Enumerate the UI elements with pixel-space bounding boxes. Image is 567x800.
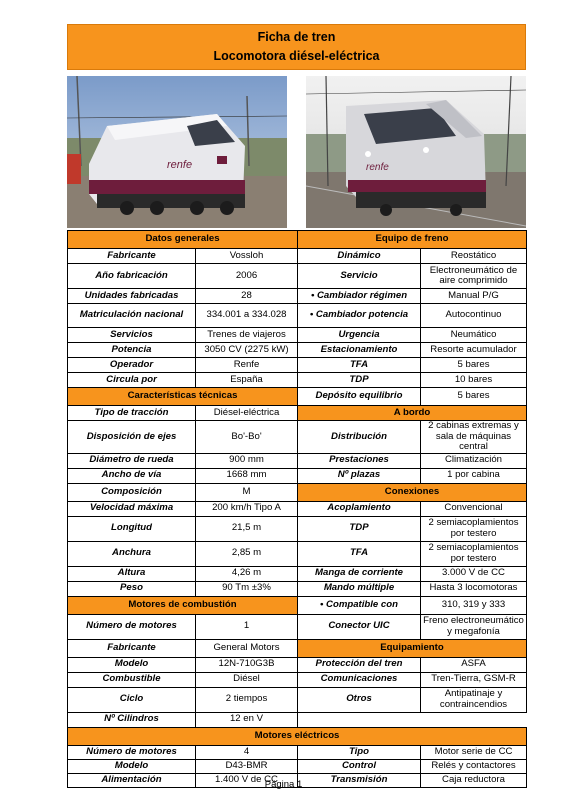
field-label: Ciclo	[68, 687, 196, 712]
field-label: TFA	[298, 358, 421, 373]
table-row	[68, 304, 527, 328]
field-label: Alimentación	[68, 773, 196, 787]
field-value: 2,85 m	[196, 541, 298, 566]
field-value: Convencional	[421, 501, 527, 516]
field-value: 1 por cabina	[421, 468, 527, 483]
field-label: Tipo de tracción	[68, 406, 196, 421]
field-label: Depósito equilibrio	[298, 388, 421, 406]
field-value: Tren-Tierra, GSM-R	[421, 672, 527, 687]
field-value: 5 bares	[421, 358, 527, 373]
field-value: Manual P/G	[421, 289, 527, 304]
field-value: Motor serie de CC	[421, 745, 527, 759]
table-row	[68, 566, 527, 581]
field-value: 2 semiacoplamientos por testero	[421, 541, 527, 566]
field-value: 21,5 m	[196, 516, 298, 541]
table-row	[68, 249, 527, 264]
table-row	[68, 727, 527, 745]
field-value: 2 semiacoplamientos por testero	[421, 516, 527, 541]
field-label: Número de motores	[68, 745, 196, 759]
field-label: Protección del tren	[298, 657, 421, 672]
field-value: Electroneumático de aire comprimido	[421, 264, 527, 289]
field-value: Resorte acumulador	[421, 343, 527, 358]
field-value: 1668 mm	[196, 468, 298, 483]
table-row	[68, 687, 527, 712]
field-label: Longitud	[68, 516, 196, 541]
field-label: Distribución	[298, 421, 421, 454]
table-row	[68, 596, 527, 614]
field-label: Tipo	[298, 745, 421, 759]
field-label: Número de motores	[68, 614, 196, 639]
field-label: Composición	[68, 483, 196, 501]
table-row	[68, 745, 527, 759]
field-label: Conector UIC	[298, 614, 421, 639]
section-header-motores-electricos: Motores eléctricos	[68, 727, 527, 745]
field-label: Velocidad máxima	[68, 501, 196, 516]
field-value: General Motors	[196, 639, 298, 657]
field-value: Freno electroneumático y megafonía	[421, 614, 527, 639]
table-row	[68, 639, 527, 657]
field-value: 3.000 V de CC	[421, 566, 527, 581]
field-value: 12 en V	[196, 712, 298, 727]
table-row	[68, 657, 527, 672]
field-label: Fabricante	[68, 639, 196, 657]
field-value: 10 bares	[421, 373, 527, 388]
section-header-freno: Equipo de freno	[298, 231, 527, 249]
table-row	[68, 264, 527, 289]
table-row	[68, 614, 527, 639]
table-row	[68, 541, 527, 566]
field-label: Urgencia	[298, 328, 421, 343]
field-value: D43-BMR	[196, 759, 298, 773]
table-row	[68, 328, 527, 343]
field-label: Nº plazas	[298, 468, 421, 483]
field-label: Modelo	[68, 657, 196, 672]
field-value: 900 mm	[196, 453, 298, 468]
field-value: 3050 CV (2275 kW)	[196, 343, 298, 358]
field-value: 4	[196, 745, 298, 759]
field-label: • Cambiador potencia	[298, 304, 421, 328]
field-value: España	[196, 373, 298, 388]
section-header-tecnicas: Características técnicas	[68, 388, 298, 406]
field-value: Vossloh	[196, 249, 298, 264]
field-value: 1	[196, 614, 298, 639]
field-label: Manga de corriente	[298, 566, 421, 581]
field-value: Reostático	[421, 249, 527, 264]
field-label: Circula por	[68, 373, 196, 388]
field-label: Transmisión	[298, 773, 421, 787]
field-value: Bo'-Bo'	[196, 421, 298, 454]
section-header-motores-combustion: Motores de combustión	[68, 596, 298, 614]
field-value: Climatización	[421, 453, 527, 468]
field-label: Unidades fabricadas	[68, 289, 196, 304]
field-label: Acoplamiento	[298, 501, 421, 516]
renfe-logo-right: renfe	[366, 162, 389, 173]
table-row	[68, 388, 527, 406]
table-row	[68, 421, 527, 454]
section-header-conexiones: Conexiones	[298, 483, 527, 501]
table-row	[68, 358, 527, 373]
field-value: 2006	[196, 264, 298, 289]
field-value: 90 Tm ±3%	[196, 581, 298, 596]
field-label: Comunicaciones	[298, 672, 421, 687]
locomotive-photo-left	[67, 76, 287, 228]
section-header-general: Datos generales	[68, 231, 298, 249]
field-label: Prestaciones	[298, 453, 421, 468]
field-value: Renfe	[196, 358, 298, 373]
field-value: Autocontinuo	[421, 304, 527, 328]
field-value: 200 km/h Tipo A	[196, 501, 298, 516]
field-label: Disposición de ejes	[68, 421, 196, 454]
table-row	[68, 289, 527, 304]
field-value: 334.001 a 334.028	[196, 304, 298, 328]
table-row	[68, 343, 527, 358]
field-value: 310, 319 y 333	[421, 596, 527, 614]
field-label: Dinámico	[298, 249, 421, 264]
field-label: Servicios	[68, 328, 196, 343]
field-value: 1.400 V de CC	[196, 773, 298, 787]
section-header-equipamiento: Equipamiento	[298, 639, 527, 657]
field-label: Servicio	[298, 264, 421, 289]
photo-strip	[67, 70, 526, 230]
field-value: Hasta 3 locomotoras	[421, 581, 527, 596]
header-box	[67, 24, 526, 70]
field-value: Trenes de viajeros	[196, 328, 298, 343]
field-label: Ancho de vía	[68, 468, 196, 483]
table-row	[68, 453, 527, 468]
table-row	[68, 373, 527, 388]
field-value: Relés y contactores	[421, 759, 527, 773]
field-label: Matriculación nacional	[68, 304, 196, 328]
table-row	[68, 406, 527, 421]
table-row	[68, 516, 527, 541]
locomotive-photo-right	[306, 76, 526, 228]
field-value: Diésel	[196, 672, 298, 687]
field-label: Otros	[298, 687, 421, 712]
field-label: Control	[298, 759, 421, 773]
field-value: 12N-710G3B	[196, 657, 298, 672]
field-value: Antipatinaje y contraincendios	[421, 687, 527, 712]
field-label: Modelo	[68, 759, 196, 773]
field-value: 28	[196, 289, 298, 304]
field-label: Operador	[68, 358, 196, 373]
field-label: TDP	[298, 516, 421, 541]
table-row	[68, 712, 527, 727]
field-value: 2 tiempos	[196, 687, 298, 712]
train-sheet	[67, 24, 526, 788]
table-row	[68, 759, 527, 773]
field-value: Diésel-eléctrica	[196, 406, 298, 421]
field-value: Caja reductora	[421, 773, 527, 787]
table-row	[68, 672, 527, 687]
field-value: M	[196, 483, 298, 501]
field-label: • Compatible con	[298, 596, 421, 614]
field-label: Anchura	[68, 541, 196, 566]
field-label: Peso	[68, 581, 196, 596]
renfe-logo-left: renfe	[167, 159, 193, 171]
field-label: Fabricante	[68, 249, 196, 264]
field-label: Diámetro de rueda	[68, 453, 196, 468]
field-label: Mando múltiple	[298, 581, 421, 596]
table-row	[68, 231, 527, 249]
empty-cell	[298, 712, 421, 727]
section-header-abordo: A bordo	[298, 406, 527, 421]
field-value: 4,26 m	[196, 566, 298, 581]
table-row	[68, 468, 527, 483]
field-value: Neumático	[421, 328, 527, 343]
table-row	[68, 483, 527, 501]
field-label: • Cambiador régimen	[298, 289, 421, 304]
empty-cell	[421, 712, 527, 727]
table-row	[68, 501, 527, 516]
field-value: 2 cabinas extremas y sala de máquinas central	[421, 421, 527, 454]
spec-table	[67, 230, 527, 788]
field-value: 5 bares	[421, 388, 527, 406]
table-row	[68, 581, 527, 596]
page-subtitle: Locomotora diésel-eléctrica	[213, 49, 380, 63]
field-label: Altura	[68, 566, 196, 581]
field-label: TDP	[298, 373, 421, 388]
page-number: Página 1	[264, 779, 303, 790]
field-value: ASFA	[421, 657, 527, 672]
field-label: Potencia	[68, 343, 196, 358]
field-label: TFA	[298, 541, 421, 566]
page-title: Ficha de tren	[257, 30, 336, 44]
field-label: Año fabricación	[68, 264, 196, 289]
field-label: Combustible	[68, 672, 196, 687]
field-label: Nº Cilindros	[68, 712, 196, 727]
field-label: Estacionamiento	[298, 343, 421, 358]
